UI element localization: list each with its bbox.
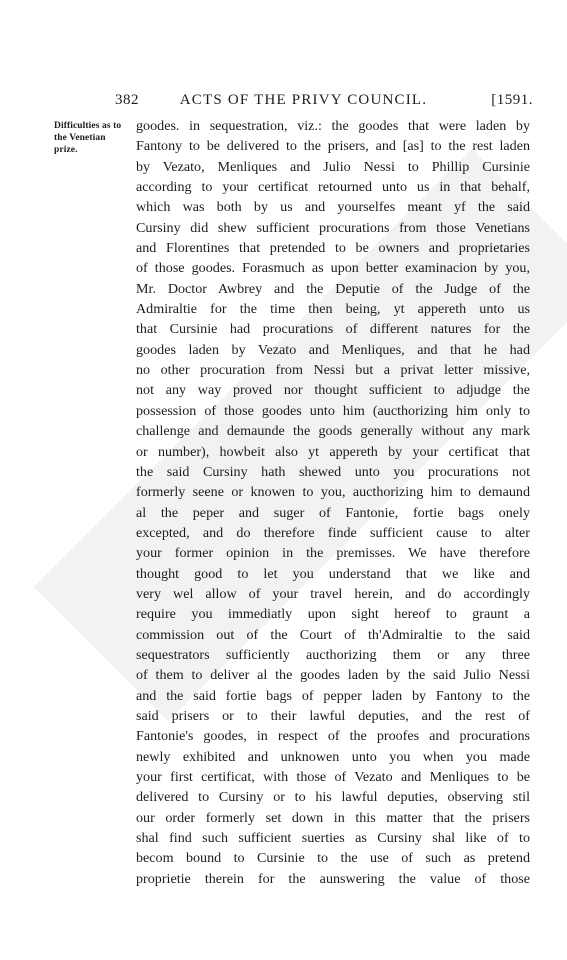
text-line: your first certificat, with those of Vezato and Menliques to be: [136, 769, 530, 785]
text-line: or number), howbeit also yt appereth by your certificat that: [136, 443, 530, 460]
text-line: Fantony to be delivered to the prisers, and [as] to the rest laden: [136, 138, 530, 155]
text-line: proprietie therein for the aunswering the value of those: [136, 870, 530, 887]
text-line: Cursiny did shew sufficient procurations from those Venetians: [136, 219, 530, 236]
text-line: require you immediatly upon sight hereof to graunt a: [136, 606, 530, 623]
page-header: [0, 92, 567, 114]
text-line: delivered to Cursiny or to his lawful deputies, observing stil: [136, 789, 530, 806]
text-line: of them to deliver al the goodes laden by the said Julio Nessi: [136, 667, 530, 684]
text-line: and the said fortie bags of pepper laden by Fantony to the: [136, 687, 530, 704]
margin-note: Difficulties as to the Venetian prize.: [54, 121, 122, 155]
text-line: no other procuration from Nessi but a privat letter missive,: [136, 362, 530, 379]
text-line: very wel allow of your travel herein, and do accordingly: [136, 585, 530, 602]
text-line: goodes laden by Vezato and Menliques, and that he had: [136, 341, 530, 358]
text-line: according to your certificat retourned unto us in that behalf,: [136, 179, 530, 196]
text-line: by Vezato, Menliques and Julio Nessi to Phillip Cursinie: [136, 158, 530, 175]
text-line: challenge and demaunde the goods generally without any mark: [136, 423, 530, 440]
running-title: ACTS OF THE PRIVY COUNCIL.: [179, 92, 428, 108]
text-line: not any way proved nor thought sufficient to adjudge the: [136, 382, 530, 399]
text-line: your former opinion in the premisses. We have therefore: [136, 545, 530, 562]
text-line: which was both by us and yourselfes meant yf the said: [136, 199, 530, 216]
text-line: possession of those goodes unto him (aucthorizing him only to: [136, 402, 530, 419]
text-line: that Cursinie had procurations of different natures for the: [136, 321, 530, 338]
text-line: excepted, and do therefore finde sufficient cause to alter: [136, 524, 530, 541]
text-line: Mr. Doctor Awbrey and the Deputie of the Judge of the: [136, 280, 530, 297]
text-line: becom bound to Cursinie to the use of such as pretend: [136, 850, 530, 867]
text-line: the said Cursiny hath shewed unto you procurations not: [136, 463, 530, 480]
year-marker: [1591.: [491, 92, 533, 108]
text-line: and Florentines that pretended to be owners and proprietaries: [136, 240, 530, 257]
text-line: newly exhibited and unknowen unto you when you made: [136, 748, 530, 765]
text-line: commission out of the Court of th'Admiraltie to the said: [136, 626, 530, 643]
text-line: our order formerly set down in this matter that the prisers: [136, 809, 530, 826]
page-number: 382: [115, 92, 139, 108]
text-line: said prisers or to their lawful deputies, and the rest of: [136, 707, 530, 724]
text-line: Fantonie's goodes, in respect of the proofes and procurations: [136, 728, 530, 745]
text-line: thought good to let you understand that we like and: [136, 565, 530, 582]
text-line: of those goodes. Forasmuch as upon better examinacion by you,: [136, 260, 530, 277]
text-line: al the peper and suger of Fantonie, fortie bags onely: [136, 504, 530, 521]
text-line: shal find such sufficient suerties as Cursiny shal like of to: [136, 830, 530, 847]
text-line: formerly seene or knowen to you, aucthorizing him to demaund: [136, 484, 530, 501]
text-line: Admiraltie for the time then being, yt appereth unto us: [136, 301, 530, 318]
body-text: [136, 116, 530, 889]
text-line: sequestrators sufficiently aucthorizing them or any three: [136, 646, 530, 663]
text-line: goodes. in sequestration, viz.: the goodes that were laden by: [136, 118, 530, 134]
